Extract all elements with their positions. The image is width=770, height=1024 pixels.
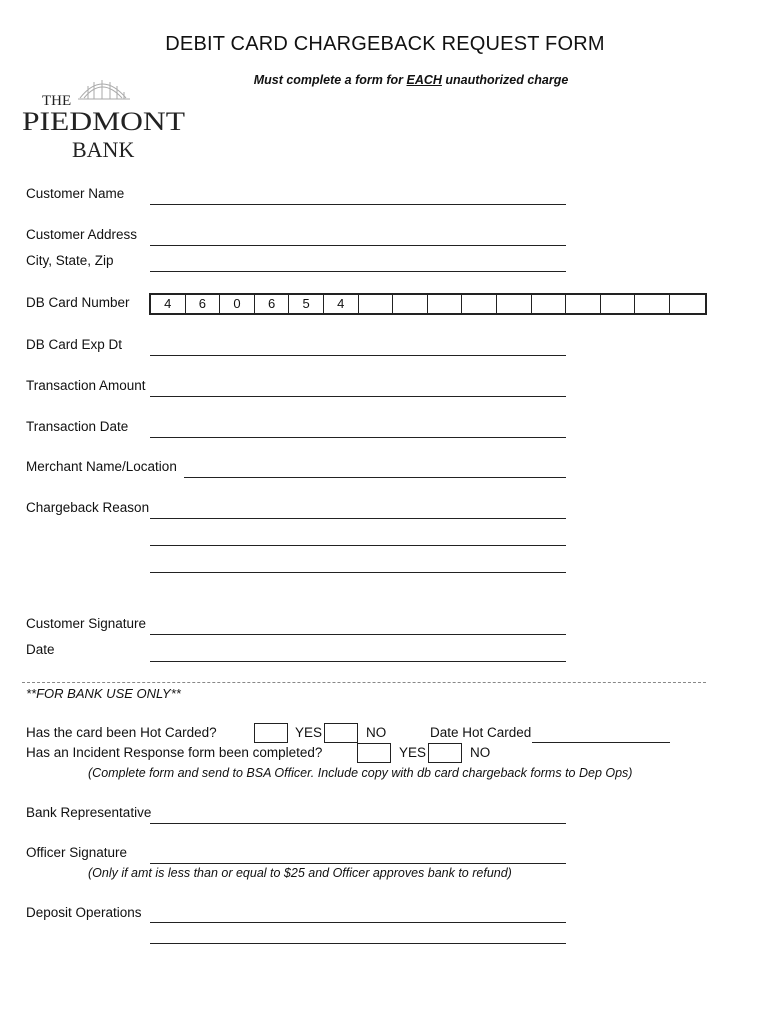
- card-digit-box[interactable]: 6: [186, 295, 221, 313]
- logo-line-3: BANK: [72, 137, 135, 162]
- card-digit-box[interactable]: 4: [151, 295, 186, 313]
- card-digit-box[interactable]: [635, 295, 670, 313]
- date-label: Date: [26, 642, 55, 657]
- customer-address-label: Customer Address: [26, 227, 138, 242]
- customer-address-line[interactable]: [150, 245, 566, 246]
- deposit-operations-line-2[interactable]: [150, 943, 566, 944]
- subtitle-post: unauthorized charge: [441, 73, 569, 87]
- hot-carded-yes-label: YES: [295, 725, 323, 740]
- card-digit-box[interactable]: [532, 295, 567, 313]
- incident-yes-checkbox[interactable]: [357, 743, 391, 763]
- card-digit-box[interactable]: 0: [220, 295, 255, 313]
- chargeback-reason-line-1[interactable]: [150, 518, 566, 519]
- card-digit-box[interactable]: [462, 295, 497, 313]
- card-digit-box[interactable]: [393, 295, 428, 313]
- db-card-exp-label: DB Card Exp Dt: [26, 337, 123, 352]
- card-number-boxes[interactable]: [149, 293, 707, 315]
- merchant-label: Merchant Name/Location: [26, 459, 177, 474]
- customer-name-line[interactable]: [150, 204, 566, 205]
- hot-carded-question: Has the card been Hot Carded?: [26, 725, 217, 740]
- officer-note: (Only if amt is less than or equal to $25 and Officer approves bank to refund): [88, 866, 512, 880]
- city-state-zip-label: City, State, Zip: [26, 253, 114, 268]
- subtitle-emphasis: EACH: [406, 73, 442, 87]
- chargeback-reason-label: Chargeback Reason: [26, 500, 150, 515]
- customer-signature-line[interactable]: [150, 634, 566, 635]
- customer-name-label: Customer Name: [26, 186, 125, 201]
- chargeback-reason-line-2[interactable]: [150, 545, 566, 546]
- section-divider: [22, 682, 706, 683]
- db-card-exp-line[interactable]: [150, 355, 566, 356]
- officer-signature-line[interactable]: [150, 863, 566, 864]
- deposit-operations-line-1[interactable]: [150, 922, 566, 923]
- date-hot-carded-line[interactable]: [532, 742, 670, 743]
- card-digit-box[interactable]: [601, 295, 636, 313]
- card-digit-box[interactable]: [428, 295, 463, 313]
- card-digit-box[interactable]: [670, 295, 705, 313]
- hot-carded-no-checkbox[interactable]: [324, 723, 358, 743]
- card-digit-box[interactable]: [359, 295, 394, 313]
- transaction-date-line[interactable]: [150, 437, 566, 438]
- building-dome-icon: [78, 80, 130, 99]
- customer-signature-label: Customer Signature: [26, 616, 147, 631]
- logo-line-2: PIEDMONT: [22, 107, 186, 136]
- bank-representative-line[interactable]: [150, 823, 566, 824]
- card-digit-box[interactable]: [497, 295, 532, 313]
- subtitle-pre: Must complete a form for: [253, 73, 407, 87]
- officer-signature-label: Officer Signature: [26, 845, 128, 860]
- incident-no-label: NO: [470, 745, 491, 760]
- bank-representative-label: Bank Representative: [26, 805, 152, 820]
- transaction-date-label: Transaction Date: [26, 419, 129, 434]
- transaction-amount-label: Transaction Amount: [26, 378, 146, 393]
- incident-note: (Complete form and send to BSA Officer. Include copy with db card chargeback forms to Dep Ops): [88, 766, 633, 780]
- date-hot-carded-label: Date Hot Carded: [430, 725, 532, 740]
- bank-use-header: **FOR BANK USE ONLY**: [26, 686, 181, 701]
- card-digit-box[interactable]: 5: [289, 295, 324, 313]
- chargeback-reason-line-3[interactable]: [150, 572, 566, 573]
- deposit-operations-label: Deposit Operations: [26, 905, 142, 920]
- hot-carded-no-label: NO: [366, 725, 387, 740]
- incident-question: Has an Incident Response form been completed?: [26, 745, 323, 760]
- logo-line-1: THE: [42, 93, 72, 109]
- hot-carded-yes-checkbox[interactable]: [254, 723, 288, 743]
- card-digit-box[interactable]: [566, 295, 601, 313]
- transaction-amount-line[interactable]: [150, 396, 566, 397]
- card-digit-box[interactable]: 6: [255, 295, 290, 313]
- date-line[interactable]: [150, 661, 566, 662]
- incident-no-checkbox[interactable]: [428, 743, 462, 763]
- city-state-zip-line[interactable]: [150, 271, 566, 272]
- piedmont-bank-logo: [22, 72, 187, 167]
- incident-yes-label: YES: [399, 745, 427, 760]
- card-digit-box[interactable]: 4: [324, 295, 359, 313]
- db-card-number-label: DB Card Number: [26, 295, 130, 310]
- merchant-line[interactable]: [184, 477, 566, 478]
- form-title: DEBIT CARD CHARGEBACK REQUEST FORM: [165, 33, 605, 55]
